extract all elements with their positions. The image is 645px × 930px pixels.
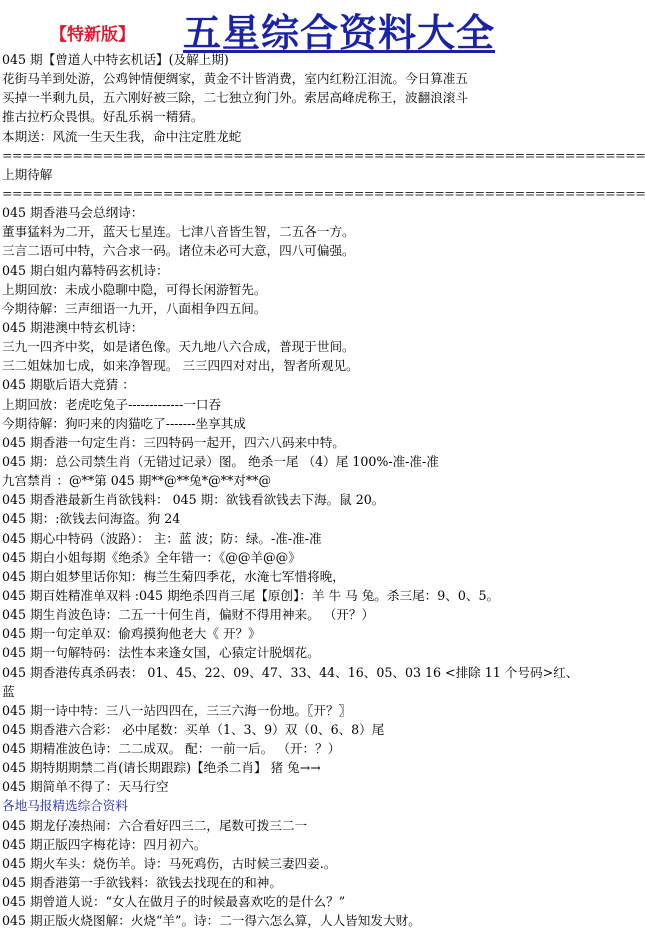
text-line: 三九一四齐中奖，如是诸色像。天九地八六合成，普现于世间。 [2, 339, 355, 355]
text-line: 推古拉朽众畏惧。好乱乐祸一精猜。 [2, 109, 204, 125]
text-line: 董事猛料为二开，蓝天七星连。七津八音皆生智，二五各一方。 [2, 224, 355, 240]
text-line: 本期送：风流一生天生我，命中注定胜龙蛇 [2, 128, 242, 144]
text-line: 045 期白小姐每期《绝杀》全年错一：《@@羊@@》 [2, 549, 301, 565]
text-line: 045 期特期期禁二肖(请长期跟踪)【绝杀二肖】 猪 兔→→ [2, 760, 321, 776]
text-line: 045 期一句解特码：法性本来逢女国，心猿定计脱烟花。 [2, 645, 320, 661]
text-line: 045 期生肖波色诗：二五一十何生肖，偏财不得用神来。 （开？） [2, 607, 375, 623]
text-line: 045 期歇后语大竞猜 ： [2, 377, 135, 393]
text-line: 045 期龙仔凑热闹：六合看好四三二，尾数可拨三二一 [2, 817, 308, 833]
text-line: 上期回放：老虎吃兔子-------------一口吞 [2, 396, 222, 412]
text-line: 今期待解：狗叼来的肉猫吃了-------坐享其成 [2, 415, 246, 431]
text-line: 045 期香港一句定生肖：三四特码一起开，四六八码来中特。 [2, 434, 345, 450]
text-line: 蓝 [2, 683, 15, 699]
text-line: 三言二语可中特，六合求一码。诸位未必可大意，四八可偏强。 [2, 243, 355, 259]
page-title: 五星综合资料大全 [183, 11, 496, 55]
text-line: 045 期百姓精准单双料 :045 期绝杀四肖三尾【原创】：羊 牛 马 兔。杀三尾：9、0、5。 [2, 587, 500, 603]
text-line: 045 期香港六合彩： 必中尾数：买单（1、3、9）双（0、6、8）尾 [2, 721, 385, 737]
text-line: 045 期香港马会总纲诗： [2, 205, 144, 221]
document-body [2, 50, 645, 930]
text-line: 上期回放：未成小隐聊中隐，可得长闲游暂先。 [2, 281, 267, 297]
text-line: 045 期曾道人说：“女人在做月子的时候最喜欢吃的是什么？” [2, 894, 346, 910]
page-header [0, 0, 574, 55]
text-line: 045 期火车头：烧伤羊。诗：马死鸡伤，古时候三妻四妾.。 [2, 855, 337, 871]
text-line: 045 期一诗中特：三八一站四四在，三三六海一份地。〖开？〗 [2, 702, 352, 718]
text-line: 045 期白姐内幕特码玄机诗： [2, 262, 169, 278]
text-line: 045 期香港传真杀码表： 01、45、22、09、47、33、44、16、05、03 16 <排除 11 个号码>红、 [2, 664, 579, 680]
text-line: 045 期：总公司禁生肖（无错过记录）图。 绝杀一尾 （4）尾 100%-准-准-准 [2, 453, 439, 469]
text-line: 045 期香港第一手欲钱料：欲钱去找现在的和神。 [2, 875, 282, 891]
text-line: 045 期白姐梦里话你知：梅兰生菊四季花，水淹七军惜将晚， [2, 568, 345, 584]
text-line: 045 期正版火烧图解：火烧“羊”。诗：二一得六怎么算，人人皆知发大财。 [2, 913, 421, 929]
text-line: 045 期：:欲钱去问海盗。狗 24 [2, 511, 181, 527]
text-line: 045 期港澳中特玄机诗： [2, 319, 144, 335]
text-line: 九宫禁肖 ：@**第 045 期**@**兔*@**对**@ [2, 473, 272, 489]
text-line: 上期待解 [2, 166, 53, 182]
text-line: 买掉一半剩九员，五六刚好被三除，二七独立狗门外。索居高峰虎称王，波翻浪滚斗 [2, 90, 468, 106]
separator-line: ================================================================ [2, 185, 645, 201]
text-line: 045 期一句定单双：偷鸡摸狗他老大《 开？》 [2, 626, 261, 642]
text-line: 045 期简单不得了：天马行空 [2, 779, 169, 795]
text-line: 花街马羊到处游，公鸡钟情便绸家，黄金不计皆消费，室内红粉江泪流。今日算准五 [2, 71, 468, 87]
text-line: 三二姐妹加七成，如来净智现。 三三四四对对出，智者所观见。 [2, 358, 359, 374]
text-line: 045 期精准波色诗：二二成双。 配：一前一后。 （开：？） [2, 741, 341, 757]
text-line: 045 期【曾道人中特玄机话】(及解上期) [2, 52, 229, 67]
edition-badge: 【特新版】 [50, 25, 135, 45]
text-line: 045 期香港最新生肖欲钱料： 045 期：欲钱看欲钱去下海。鼠 20。 [2, 492, 385, 508]
text-line: 045 期正版四字梅花诗：四月初六。 [2, 836, 207, 852]
section-heading: 各地马报精选综合资料 [2, 798, 128, 814]
text-line: 045 期心中特码（波路）： 主：蓝 波；防：绿。-准-准-准 [2, 530, 322, 546]
separator-line: ================================================================ [2, 147, 645, 163]
text-line: 今期待解：三声细语一九开，八面相争四五间。 [2, 300, 267, 316]
